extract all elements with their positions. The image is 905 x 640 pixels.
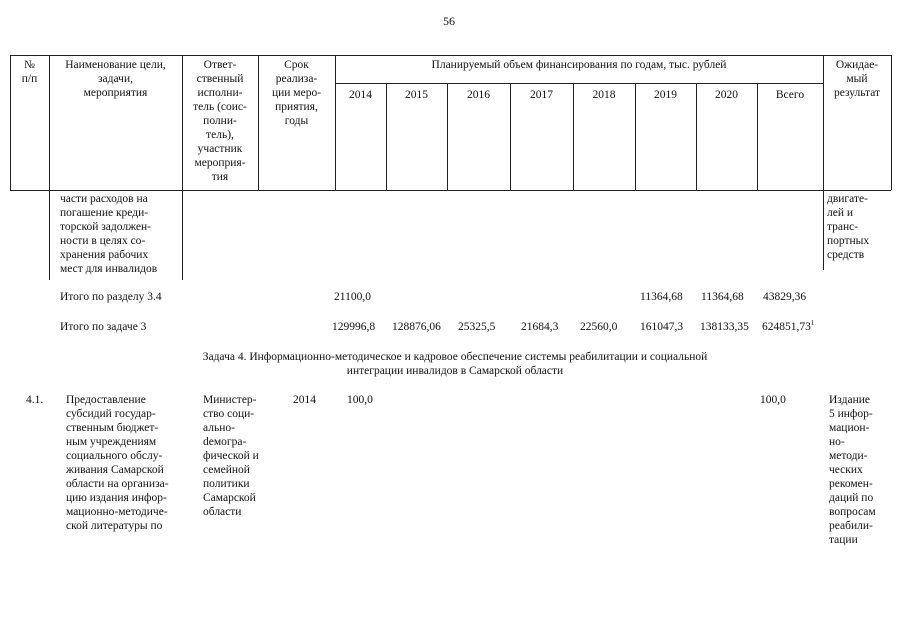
total-label: Итого по задаче 3 xyxy=(60,321,147,333)
total-value: 128876,06 xyxy=(392,321,441,333)
total-label: Итого по разделу 3.4 xyxy=(60,291,162,303)
header-year: 2020 xyxy=(715,89,738,101)
total-value: 11364,68 xyxy=(640,291,683,303)
header-total: Всего xyxy=(775,89,805,101)
total-value: 21684,3 xyxy=(521,321,559,333)
header-term: Срок реализа- ции меро- приятия, годы xyxy=(271,59,322,127)
total-value: 11364,68 xyxy=(701,291,744,303)
total-value: 25325,5 xyxy=(458,321,496,333)
header-year: 2016 xyxy=(467,89,490,101)
item-value-2014: 100,0 xyxy=(347,394,373,406)
header-year: 2015 xyxy=(405,89,428,101)
header-executor: Ответ- ственный исполни- тель (соис- полни- тель), участник мероприя- тия xyxy=(193,59,247,183)
item-name: Предоставление субсидий государ- ственным бюджет- ным учреждениям социального обслу- живания Самарской области на организа- цию издания инфор- мационно-методиче- ской литературы по xyxy=(66,394,169,532)
total-value: 21100,0 xyxy=(334,291,371,303)
total-value-text: 624851,73 xyxy=(762,321,811,333)
task4-heading: Задача 4. Информационно-методическое и кадровое обеспечение системы реабилитации и социальной интеграции инвалидов в Самарской области xyxy=(202,351,708,377)
item-executor: Министер- ство соци- ально- dемогра- фической и семейной политики Самарской области xyxy=(203,394,259,518)
continuation-result: двигате- лей и транс- портных средств xyxy=(827,193,870,261)
header-year: 2017 xyxy=(530,89,553,101)
header-result: Ожидае- мый результат xyxy=(833,59,881,99)
footnote-mark: 1 xyxy=(810,319,815,328)
total-value: 161047,3 xyxy=(640,321,684,333)
item-total: 100,0 xyxy=(760,394,786,406)
total-value: 129996,8 xyxy=(332,321,376,333)
header-num: № п/п xyxy=(21,59,38,85)
continuation-name: части расходов на погашение креди- торской задолжен- ности в целях со- хранения рабочих мест для инвалидов xyxy=(60,193,158,275)
total-value: 43829,36 xyxy=(763,291,807,303)
item-term: 2014 xyxy=(293,394,316,406)
total-value: 22560,0 xyxy=(580,321,618,333)
header-year: 2014 xyxy=(349,89,372,101)
header-funding-title: Планируемый объем финансирования по годам, тыс. рублей xyxy=(431,59,727,71)
item-num: 4.1. xyxy=(26,394,44,406)
header-year: 2018 xyxy=(592,89,616,101)
item-result: Издание 5 инфор- мацион- но- методи- ческих рекомен- даций по вопросам реабили- тации xyxy=(829,394,876,546)
total-value xyxy=(762,320,814,334)
header-year: 2019 xyxy=(654,89,677,101)
page-number: 56 xyxy=(443,14,455,28)
total-value: 138133,35 xyxy=(700,321,749,333)
header-name: Наименование цели, задачи, мероприятия xyxy=(65,59,166,99)
